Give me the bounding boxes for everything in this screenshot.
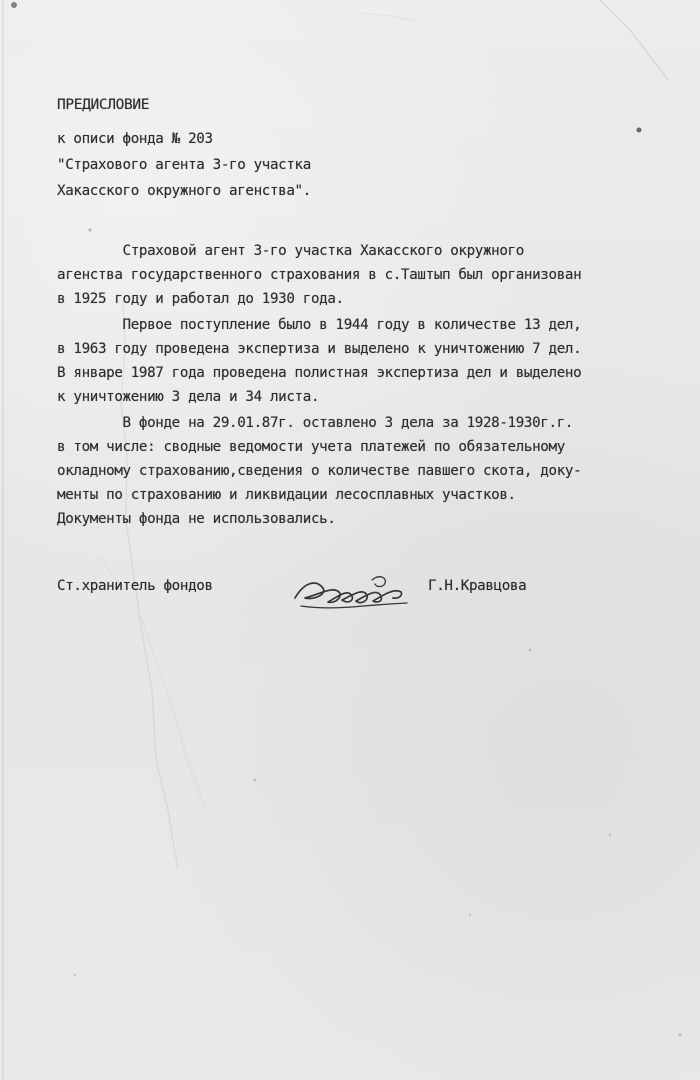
body-line-4: Первое поступление было в 1944 году в количестве 13 дел, xyxy=(57,317,582,333)
document-title: ПРЕДИСЛОВИЕ xyxy=(57,97,150,113)
signature-block xyxy=(0,570,700,630)
handwritten-signature xyxy=(285,570,420,620)
body-line-7: к уничтожению 3 дела и 34 листа. xyxy=(57,389,320,405)
body-line-12: Документы фонда не использовались. xyxy=(57,511,336,527)
body-line-2: агенства государственного страхования в с.Таштып был организован xyxy=(57,267,582,283)
body-line-6: В январе 1987 года проведена полистная экспертиза дел и выделено xyxy=(57,365,582,381)
signatory-title: Ст.хранитель фондов xyxy=(57,578,213,594)
body-line-9: в том числе: сводные ведомости учета платежей по обязательному xyxy=(57,439,565,455)
body-line-11: менты по страхованию и ликвидации лесосплавных участков. xyxy=(57,487,516,503)
body-line-1: Страховой агент 3-го участка Хакасского окружного xyxy=(57,243,524,259)
subheading-line-3: Хакасского окружного агенства". xyxy=(57,183,311,199)
body-line-10: окладному страхованию,сведения о количестве павшего скота, доку- xyxy=(57,463,582,479)
signatory-name: Г.Н.Кравцова xyxy=(428,578,527,594)
body-line-5: в 1963 году проведена экспертиза и выделено к уничтожению 7 дел. xyxy=(57,341,582,357)
subheading-line-2: "Страхового агента 3-го участка xyxy=(57,157,311,173)
subheading-line-1: к описи фонда № 203 xyxy=(57,131,213,147)
body-line-3: в 1925 году и работал до 1930 года. xyxy=(57,291,344,307)
body-line-8: В фонде на 29.01.87г. оставлено 3 дела за 1928-1930г.г. xyxy=(57,415,574,431)
